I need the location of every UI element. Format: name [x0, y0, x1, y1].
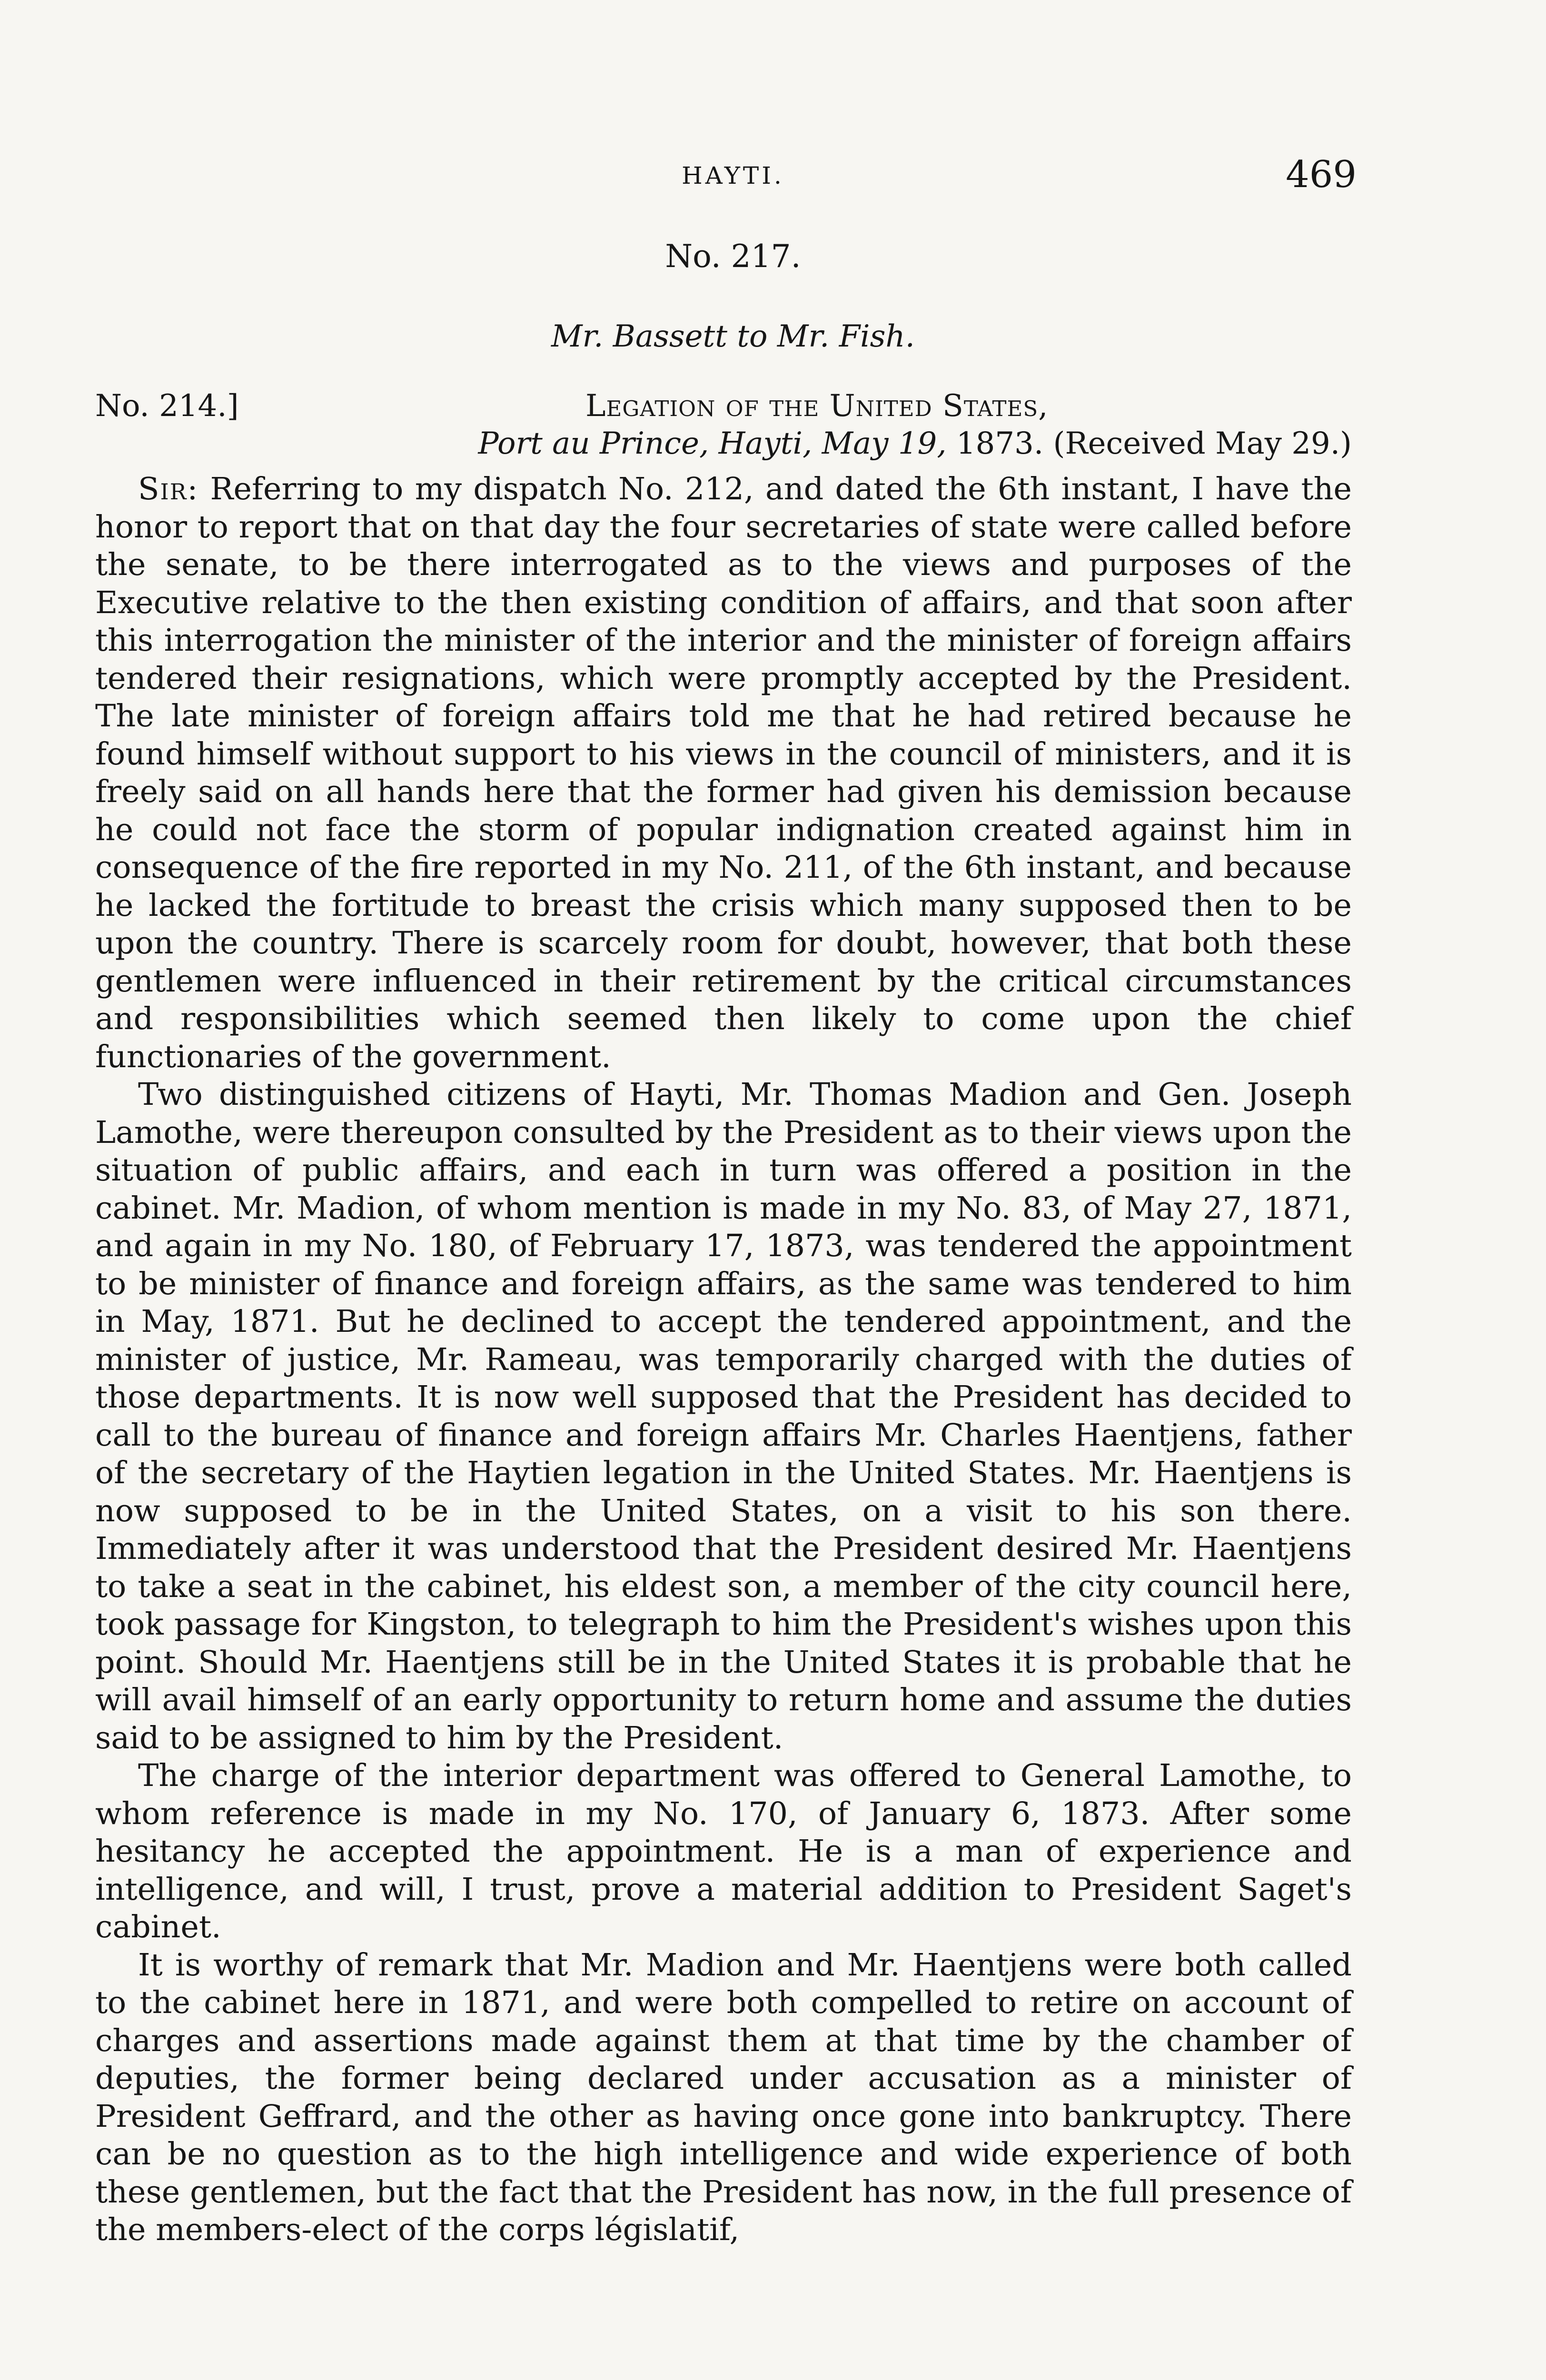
document-number: No. 217.	[665, 238, 801, 275]
dispatch-reference: No. 214.]	[95, 388, 239, 424]
year: 1873.	[956, 426, 1044, 461]
received-date: (Received May 29.)	[1053, 426, 1352, 461]
body-paragraph-2: Two distinguished citizens of Hayti, Mr. Thomas Madion and Gen. Joseph Lamothe, were thereupon consulted by the President as to their views upon the situation of public affairs, and each in turn was offered a position in the cabinet. Mr. Madion, of whom mention is made in my No. 83, of May 27, 1871, and again in my No. 180, of February 17, 1873, was tendered the appointment to be minister of finance and foreign affairs, as the same was tendered to him in May, 1871. But he declined to accept the tendered appointment, and the minister of justice, Mr. Rameau, was temporarily charged with the duties of those departments. It is now well supposed that the President has decided to call to the bureau of finance and foreign affairs Mr. Charles Haentjens, father of the secretary of the Haytien legation in the United States. Mr. Haentjens is now supposed to be in the United States, on a visit to his son there. Immediately after it was understood that the President desired Mr. Haentjens to take a seat in the cabinet, his eldest son, a member of the city council here, took passage for Kingston, to telegraph to him the President's wishes upon this point. Should Mr. Haentjens still be in the United States it is probable that he will avail himself of an early opportunity to return home and assume the duties said to be assigned to him by the President.	[95, 1077, 1352, 1756]
page-number: 469	[1286, 153, 1357, 196]
running-head	[95, 153, 1371, 196]
paragraph-text: Referring to my dispatch No. 212, and dated the 6th instant, I have the honor to report that on that day the four secretaries of state were called before the senate, to be there interrogated as to the views and purposes of the Executive relative to the then existing condition of affairs, and that soon after this interrogation the minister of the interior and the minister of foreign affairs tendered their resignations, which were promptly accepted by the President. The late minister of foreign affairs told me that he had retired because he found himself without support to his views in the council of ministers, and it is freely said on all hands here that the former had given his demission because he could not face the storm of popular indignation created against him in consequence of the fire reported in my No. 211, of the 6th instant, and because he lacked the fortitude to breast the crisis which many supposed then to be upon the country. There is scarcely room for doubt, however, that both these gentlemen were influenced in their retirement by the critical circumstances and responsibilities which seemed then likely to come upon the chief functionaries of the government.	[95, 471, 1352, 1075]
legation-heading: Legation of the United States,	[585, 388, 1049, 424]
body-paragraph-3: The charge of the interior department was offered to General Lamothe, to whom reference is made in my No. 170, of January 6, 1873. After some hesitancy he accepted the appointment. He is a man of experience and intelligence, and will, I trust, prove a material addition to President Saget's cabinet.	[95, 1758, 1352, 1945]
dateline	[95, 426, 1352, 461]
salutation: Sir:	[138, 471, 199, 507]
body-paragraph-4: It is worthy of remark that Mr. Madion and Mr. Haentjens were both called to the cabinet here in 1871, and were both compelled to retire on account of charges and assertions made against them at that time by the chamber of deputies, the former being declared under accusation as a minister of President Geffrard, and the other as having once gone into bankruptcy. There can be no question as to the high intelligence and wide experience of both these gentlemen, but the fact that the President has now, in the full presence of the members-elect of the corps législatif,	[95, 1947, 1352, 2248]
running-title: HAYTI.	[682, 162, 784, 189]
letter-body	[95, 470, 1352, 2249]
place-date: Port au Prince, Hayti, May 19,	[478, 426, 947, 461]
body-paragraph-1	[95, 470, 1352, 1076]
document-subtitle: Mr. Bassett to Mr. Fish.	[551, 319, 915, 354]
